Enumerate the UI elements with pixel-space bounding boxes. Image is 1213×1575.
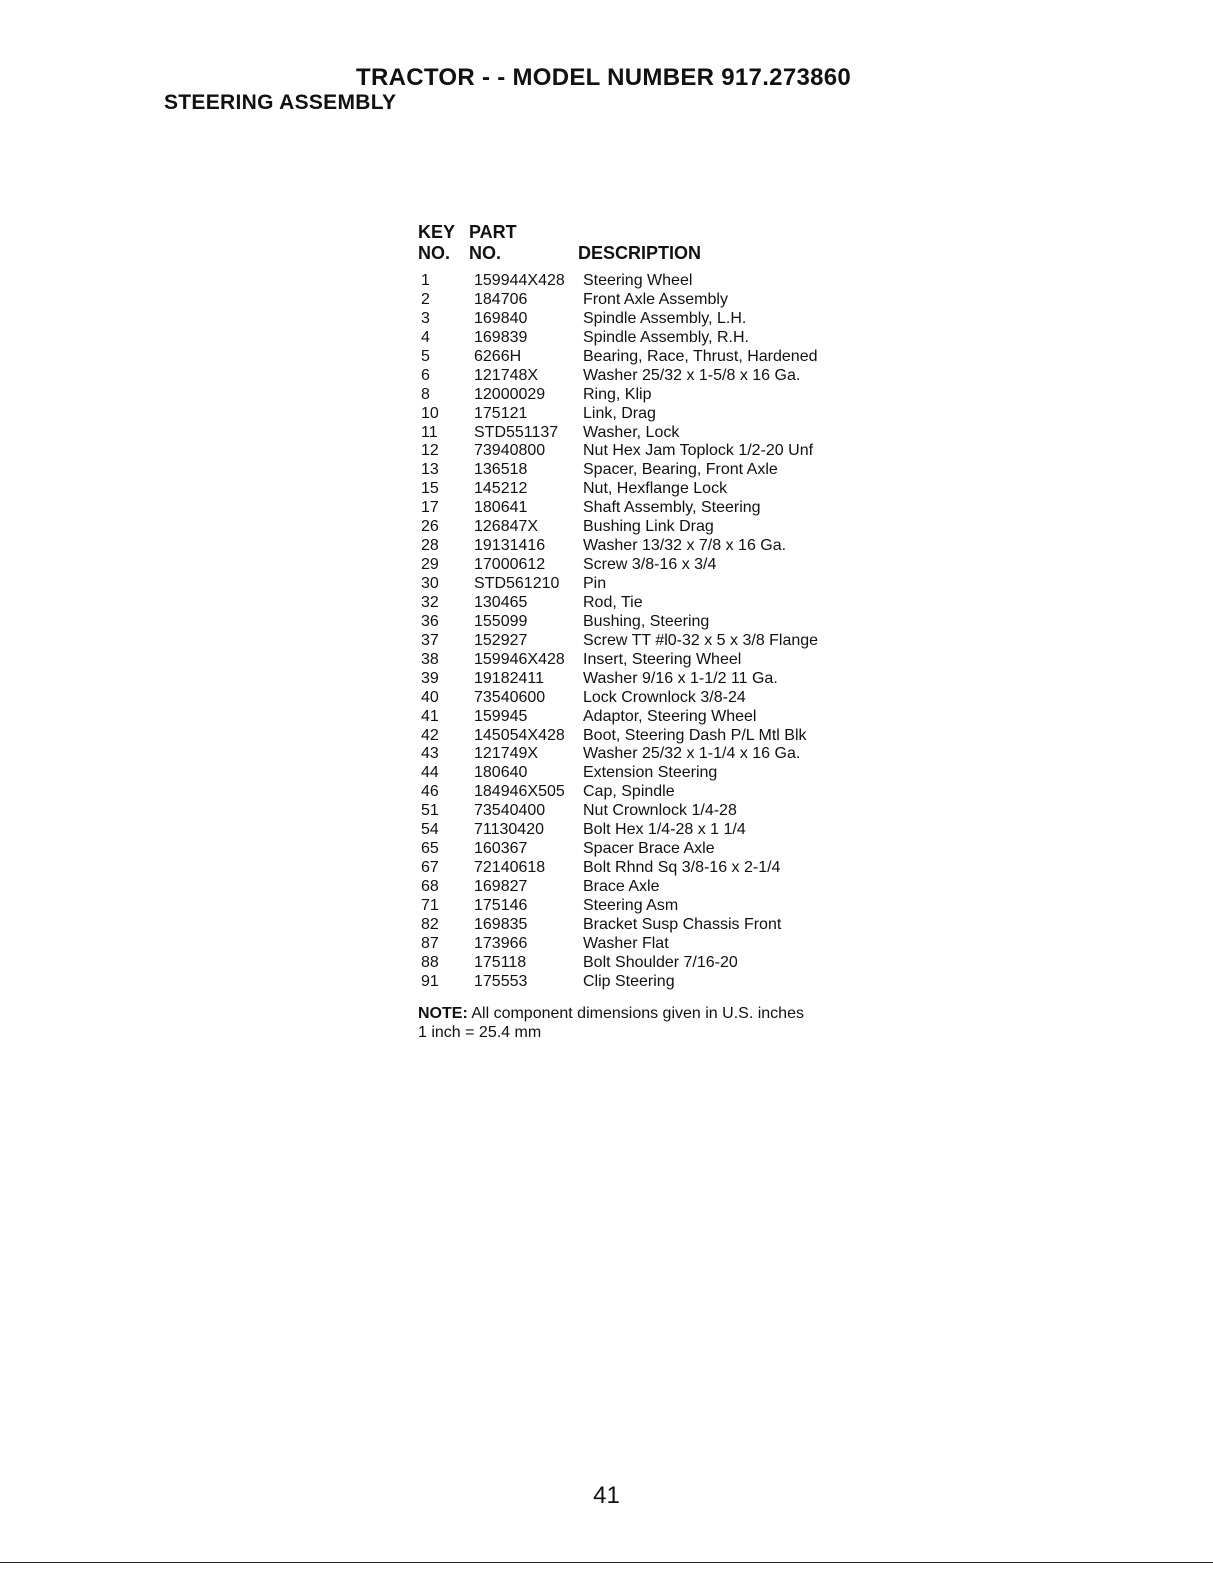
- part-number: 159944X428: [474, 272, 565, 289]
- key-number: 38: [421, 650, 439, 668]
- table-row: [418, 518, 858, 537]
- table-row: [418, 802, 858, 821]
- table-row: [418, 935, 858, 954]
- part-description: Shaft Assembly, Steering: [583, 499, 761, 517]
- part-number: 73940800: [474, 442, 546, 460]
- part-description: Spindle Assembly, L.H.: [583, 309, 747, 327]
- part-description: Spacer, Bearing, Front Axle: [583, 461, 778, 479]
- part-number: 145212: [474, 480, 528, 498]
- table-row: [418, 291, 858, 310]
- key-number: 40: [421, 688, 439, 706]
- part-number: 155099: [474, 612, 528, 630]
- table-row: [418, 764, 858, 783]
- key-number: 28: [421, 537, 439, 555]
- key-number: 15: [421, 480, 439, 498]
- part-number: 136518: [474, 461, 528, 479]
- part-description: Bushing Link Drag: [583, 518, 714, 536]
- part-description: Boot, Steering Dash P/L Mtl Blk: [583, 726, 807, 744]
- table-row: [418, 348, 858, 367]
- part-number: 6266H: [474, 347, 522, 365]
- table-row: [418, 272, 858, 291]
- part-description: Adaptor, Steering Wheel: [583, 707, 757, 725]
- table-row: [418, 556, 858, 575]
- key-number: 65: [421, 840, 439, 858]
- part-description: Screw TT #l0-32 x 5 x 3/8 Flange: [583, 631, 819, 649]
- part-number: 175118: [474, 953, 527, 971]
- part-number: 126847X: [474, 518, 539, 536]
- part-description: Brace Axle: [583, 878, 660, 895]
- key-number: 32: [421, 593, 439, 611]
- section-title: STEERING ASSEMBLY: [164, 91, 397, 114]
- note-text: All component dimensions given in U.S. inches: [467, 1005, 804, 1022]
- part-description: Bushing, Steering: [583, 612, 710, 630]
- table-row: [418, 859, 858, 878]
- key-number: 54: [421, 821, 439, 839]
- key-number: 39: [421, 669, 439, 687]
- key-number: 46: [421, 783, 439, 801]
- key-number: 36: [421, 612, 439, 630]
- part-description: Washer Flat: [583, 934, 669, 952]
- part-number: 73540400: [474, 802, 546, 820]
- part-number: 184946X505: [474, 783, 565, 801]
- key-number: 67: [421, 859, 439, 877]
- part-description: Steering Asm: [583, 896, 679, 914]
- part-description: Washer 13/32 x 7/8 x 16 Ga.: [583, 537, 787, 555]
- part-number: 121748X: [474, 366, 539, 384]
- key-number: 91: [421, 972, 439, 990]
- table-row: [418, 499, 858, 518]
- part-number: 73540600: [474, 688, 546, 706]
- table-row: [418, 689, 858, 708]
- parts-table-body: [418, 272, 858, 992]
- parts-table: [418, 222, 858, 992]
- part-description: Steering Wheel: [583, 272, 693, 289]
- key-number: 26: [421, 518, 439, 536]
- table-row: [418, 575, 858, 594]
- page-number: 41: [593, 1482, 620, 1509]
- header-part: PART: [469, 222, 517, 242]
- header-key-no: NO.: [418, 243, 451, 263]
- bottom-rule: [0, 1562, 1213, 1563]
- table-row: [418, 310, 858, 329]
- table-row: [418, 329, 858, 348]
- note-label: NOTE:: [418, 1005, 468, 1022]
- key-number: 41: [421, 707, 439, 725]
- table-row: [418, 783, 858, 802]
- key-number: 51: [421, 802, 439, 820]
- part-description: Link, Drag: [583, 404, 656, 422]
- key-number: 5: [421, 347, 430, 365]
- key-number: 10: [421, 404, 439, 422]
- table-row: [418, 594, 858, 613]
- key-number: 68: [421, 878, 439, 895]
- part-number: STD551137: [474, 423, 559, 441]
- part-number: STD561210: [474, 575, 560, 592]
- part-description: Rod, Tie: [583, 593, 643, 611]
- part-description: Washer 25/32 x 1-1/4 x 16 Ga.: [583, 745, 801, 763]
- part-description: Cap, Spindle: [583, 783, 675, 801]
- part-number: 72140618: [474, 859, 546, 877]
- key-number: 13: [421, 461, 439, 479]
- part-description: Bearing, Race, Thrust, Hardened: [583, 347, 818, 365]
- part-description: Nut, Hexflange Lock: [583, 480, 728, 498]
- key-number: 6: [421, 366, 430, 384]
- part-description: Screw 3/8-16 x 3/4: [583, 556, 717, 574]
- table-row: [418, 461, 858, 480]
- key-number: 82: [421, 915, 439, 933]
- part-number: 71130420: [474, 821, 544, 839]
- part-number: 152927: [474, 631, 528, 649]
- part-number: 169835: [474, 915, 528, 933]
- key-number: 43: [421, 745, 439, 763]
- part-number: 175121: [474, 404, 528, 422]
- part-number: 130465: [474, 593, 528, 611]
- key-number: 42: [421, 726, 439, 744]
- table-row: [418, 442, 858, 461]
- key-number: 44: [421, 764, 439, 782]
- part-number: 12000029: [474, 385, 546, 403]
- part-description: Lock Crownlock 3/8-24: [583, 688, 746, 706]
- part-description: Ring, Klip: [583, 385, 652, 403]
- key-number: 17: [421, 499, 439, 517]
- part-description: Washer 25/32 x 1-5/8 x 16 Ga.: [583, 366, 801, 384]
- part-description: Front Axle Assembly: [583, 290, 728, 308]
- page-title: TRACTOR - - MODEL NUMBER 917.273860: [356, 64, 852, 91]
- part-number: 180641: [474, 499, 528, 517]
- key-number: 37: [421, 631, 439, 649]
- table-row: [418, 651, 858, 670]
- table-row: [418, 670, 858, 689]
- part-number: 175146: [474, 896, 528, 914]
- table-row: [418, 537, 858, 556]
- part-number: 17000612: [474, 556, 546, 574]
- table-row: [418, 878, 858, 897]
- part-description: Extension Steering: [583, 764, 718, 782]
- table-row: [418, 840, 858, 859]
- part-number: 121749X: [474, 745, 539, 763]
- table-row: [418, 367, 858, 386]
- table-row: [418, 916, 858, 935]
- table-row: [418, 613, 858, 632]
- part-description: Spindle Assembly, R.H.: [583, 328, 749, 346]
- part-number: 169840: [474, 309, 528, 327]
- key-number: 88: [421, 953, 439, 971]
- table-row: [418, 632, 858, 651]
- note: [418, 1004, 804, 1042]
- part-number: 159946X428: [474, 650, 565, 668]
- part-number: 184706: [474, 290, 528, 308]
- header-part-no: NO.: [469, 243, 502, 263]
- part-number: 19182411: [474, 669, 544, 687]
- key-number: 30: [421, 575, 439, 592]
- part-number: 169827: [474, 878, 528, 895]
- part-number: 19131416: [474, 537, 546, 555]
- part-description: Nut Crownlock 1/4-28: [583, 802, 737, 820]
- part-number: 169839: [474, 328, 528, 346]
- key-number: 8: [421, 385, 430, 403]
- header-key: KEY: [418, 222, 456, 242]
- part-description: Washer, Lock: [583, 423, 680, 441]
- part-description: Clip Steering: [583, 972, 675, 990]
- part-description: Pin: [583, 575, 607, 592]
- part-number: 160367: [474, 840, 528, 858]
- part-description: Bolt Hex 1/4-28 x 1 1/4: [583, 821, 746, 839]
- note-conversion: 1 inch = 25.4 mm: [418, 1024, 542, 1041]
- table-row: [418, 405, 858, 424]
- table-row: [418, 480, 858, 499]
- table-row: [418, 708, 858, 727]
- table-row: [418, 821, 858, 840]
- key-number: 3: [421, 309, 430, 327]
- part-number: 159945: [474, 707, 528, 725]
- part-description: Washer 9/16 x 1-1/2 11 Ga.: [583, 669, 778, 687]
- table-row: [418, 973, 858, 992]
- key-number: 2: [421, 290, 430, 308]
- header-description: DESCRIPTION: [578, 243, 702, 263]
- table-row: [418, 897, 858, 916]
- key-number: 87: [421, 934, 439, 952]
- part-number: 173966: [474, 934, 528, 952]
- table-row: [418, 727, 858, 746]
- key-number: 29: [421, 556, 439, 574]
- part-description: Nut Hex Jam Toplock 1/2-20 Unf: [583, 442, 814, 460]
- part-number: 145054X428: [474, 726, 565, 744]
- key-number: 11: [421, 423, 438, 441]
- table-row: [418, 386, 858, 405]
- part-description: Spacer Brace Axle: [583, 840, 715, 858]
- key-number: 1: [421, 272, 430, 289]
- part-description: Bolt Rhnd Sq 3/8-16 x 2-1/4: [583, 859, 781, 877]
- part-number: 175553: [474, 972, 528, 990]
- table-row: [418, 745, 858, 764]
- table-row: [418, 954, 858, 973]
- key-number: 12: [421, 442, 439, 460]
- key-number: 4: [421, 328, 430, 346]
- parts-table-header: [418, 222, 858, 272]
- key-number: 71: [421, 896, 439, 914]
- part-description: Bolt Shoulder 7/16-20: [583, 953, 738, 971]
- table-row: [418, 424, 858, 443]
- part-description: Bracket Susp Chassis Front: [583, 915, 782, 933]
- part-description: Insert, Steering Wheel: [583, 650, 742, 668]
- part-number: 180640: [474, 764, 528, 782]
